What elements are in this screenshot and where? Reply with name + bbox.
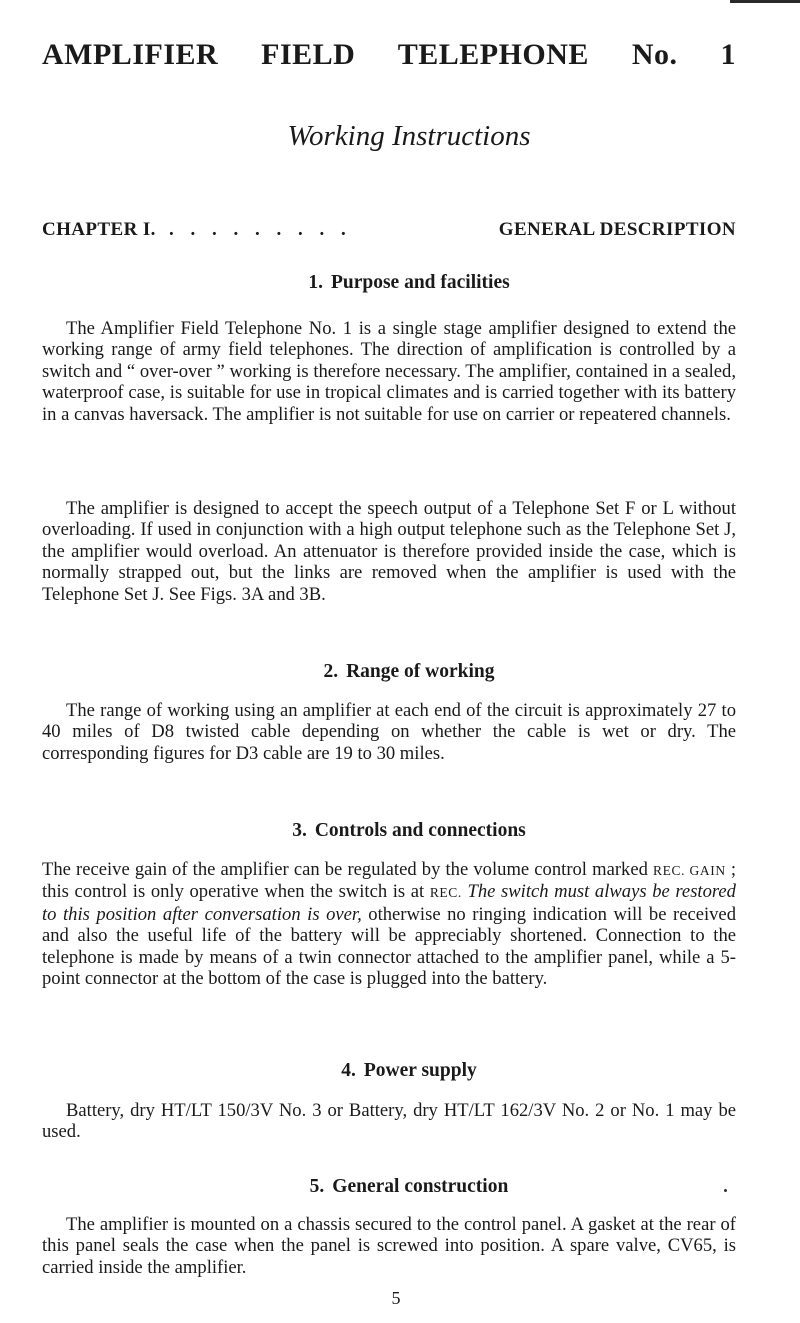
section-title: Range of working (346, 661, 495, 682)
section-number: 4. (341, 1060, 356, 1081)
controls-italic-warning: The switch must always be restored to this position after conversation is over, (42, 881, 736, 925)
scan-edge-mark (730, 0, 800, 3)
section-number: 2. (323, 661, 339, 682)
rec-gain-label: REC. GAIN (653, 863, 726, 878)
section-heading-controls (42, 820, 736, 842)
controls-text-2: ; this control is only operative when the switch is at (42, 859, 736, 903)
section-number: 3. (292, 820, 307, 841)
controls-text-1: The receive gain of the amplifier can be regulated by the volume control marked (42, 859, 654, 880)
section-heading-range (42, 661, 736, 683)
chapter-label: CHAPTER I. (42, 219, 156, 240)
section-heading-power (42, 1060, 736, 1082)
section-title: Purpose and facilities (330, 272, 510, 293)
section-number: 1. (308, 272, 323, 293)
chapter-title: GENERAL DESCRIPTION (498, 219, 736, 240)
scan-speck (724, 1189, 727, 1192)
paragraph-power: Battery, dry HT/LT 150/3V No. 3 or Battery, dry HT/LT 162/3V No. 2 or No. 1 may be used. (42, 1100, 736, 1143)
paragraph-purpose-2: The amplifier is designed to accept the speech output of a Telephone Set F or L without overloading. If used in conjunction with a high output telephone such as the Telephone Set J, the amplifier would overload. An attenuator is therefore provided inside the case, which is normally strapped out, but the links are removed when the amplifier is used with the Telephone Set J. See Figs. 3A and 3B. (42, 498, 736, 605)
chapter-label-group (42, 219, 352, 241)
document-title: AMPLIFIER FIELD TELEPHONE No. 1 (42, 38, 736, 71)
page-number: 5 (391, 1288, 401, 1308)
rec-label: REC. (429, 885, 462, 901)
paragraph-controls (42, 859, 736, 989)
section-heading-construction (42, 1176, 736, 1198)
controls-text-4: otherwise no ringing indication will be received and also the useful life of the battery will be appreciably shortened. Connection to the telephone is made by means of a twin connector attached to the amplifier panel, while a 5-point connector at the bottom of the case is plugged into the battery. (42, 903, 736, 990)
section-title: General construction (332, 1176, 509, 1197)
paragraph-construction: The amplifier is mounted on a chassis secured to the control panel. A gasket at the rear of this panel seals the case when the panel is screwed into position. A spare valve, CV65, is carried inside the amplifier. (42, 1214, 736, 1278)
section-number: 5. (309, 1176, 325, 1197)
section-title: Power supply (363, 1060, 477, 1081)
section-title: Controls and connections (314, 820, 526, 841)
section-heading-purpose (42, 272, 736, 294)
document-page (42, 0, 736, 1323)
document-subtitle: Working Instructions (287, 120, 531, 152)
chapter-leader-dots: . . . . . . . . . (168, 219, 352, 240)
chapter-heading (42, 219, 736, 241)
paragraph-range: The range of working using an amplifier at each end of the circuit is approximately 27 to 40 miles of D8 twisted cable depending on whether the cable is wet or dry. The corresponding figures for D3 cable are 19 to 30 miles. (42, 700, 736, 764)
paragraph-purpose-1: The Amplifier Field Telephone No. 1 is a single stage amplifier designed to extend the working range of army field telephones. The direction of amplification is controlled by a switch and “ over-over ” working is therefore necessary. The amplifier, contained in a sealed, waterproof case, is suitable for use in tropical climates and is carried together with its battery in a canvas haversack. The amplifier is not suitable for use on carrier or repeatered channels. (42, 318, 736, 425)
